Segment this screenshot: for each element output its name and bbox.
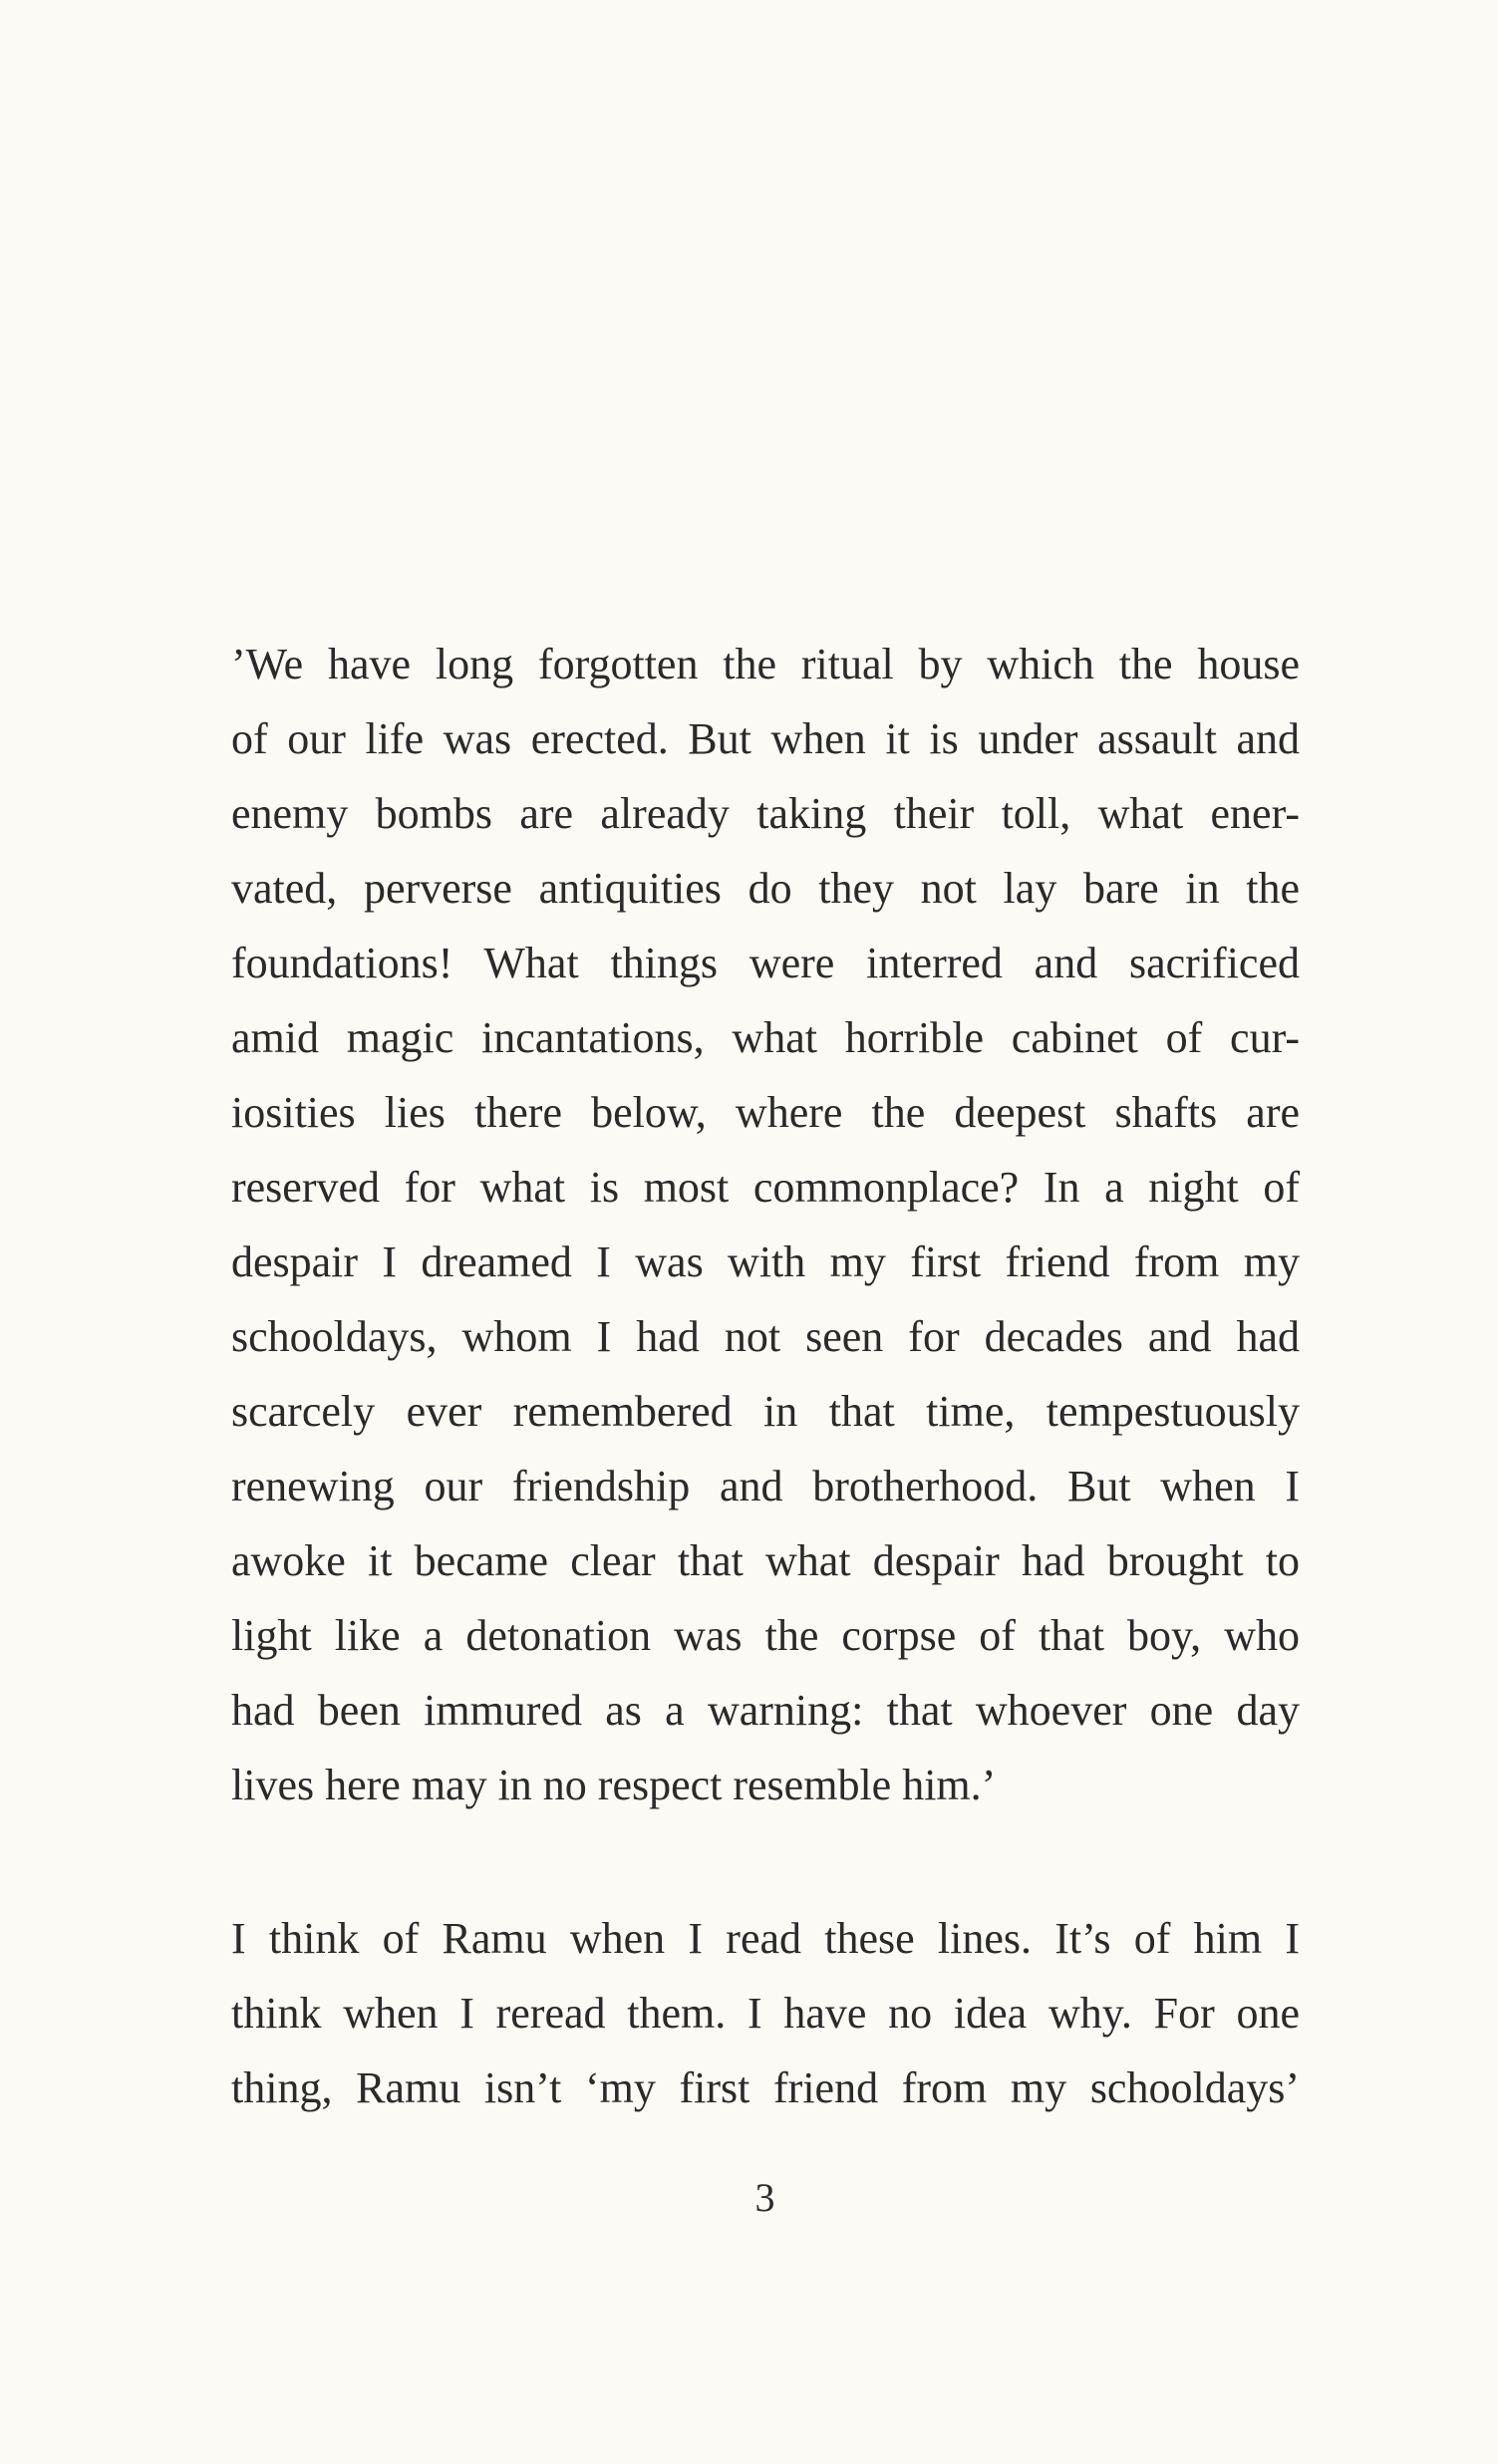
quote-line: despair I dreamed I was with my first friend from my <box>231 1237 1300 1286</box>
quote-line: scarcely ever remembered in that time, tempestuously <box>231 1387 1300 1436</box>
quote-line: had been immured as a warning: that whoever one day <box>231 1686 1300 1735</box>
quote-line: renewing our friendship and brotherhood. But when I <box>231 1462 1300 1510</box>
quote-line: awoke it became clear that what despair had brought to <box>231 1536 1300 1585</box>
quote-line: light like a detonation was the corpse of that boy, who <box>231 1611 1300 1660</box>
body-line: I think of Ramu when I read these lines. It’s of him I <box>231 1914 1300 1963</box>
quote-line: ’We have long forgotten the ritual by which the house <box>231 640 1300 688</box>
quote-line: reserved for what is most commonplace? In a night of <box>231 1163 1300 1212</box>
quote-line: foundations! What things were interred and sacrificed <box>231 939 1300 987</box>
quote-line: schooldays, whom I had not seen for decades and had <box>231 1312 1300 1361</box>
body-line: think when I reread them. I have no idea why. For one <box>231 1989 1300 2038</box>
body-paragraph <box>231 1901 1300 2125</box>
quote-line: amid magic incantations, what horrible cabinet of cur- <box>231 1013 1300 1062</box>
quotation-paragraph <box>231 627 1300 1822</box>
quote-line: iosities lies there below, where the deepest shafts are <box>231 1088 1300 1137</box>
quote-line: of our life was erected. But when it is under assault and <box>231 714 1300 763</box>
body-line: thing, Ramu isn’t ‘my first friend from my schooldays’ <box>231 2063 1300 2112</box>
quote-line: vated, perverse antiquities do they not lay bare in the <box>231 864 1300 913</box>
quote-line: lives here may in no respect resemble him.’ <box>231 1761 997 1809</box>
page-number: 3 <box>754 2175 775 2220</box>
quote-line: enemy bombs are already taking their toll, what ener- <box>231 789 1300 838</box>
